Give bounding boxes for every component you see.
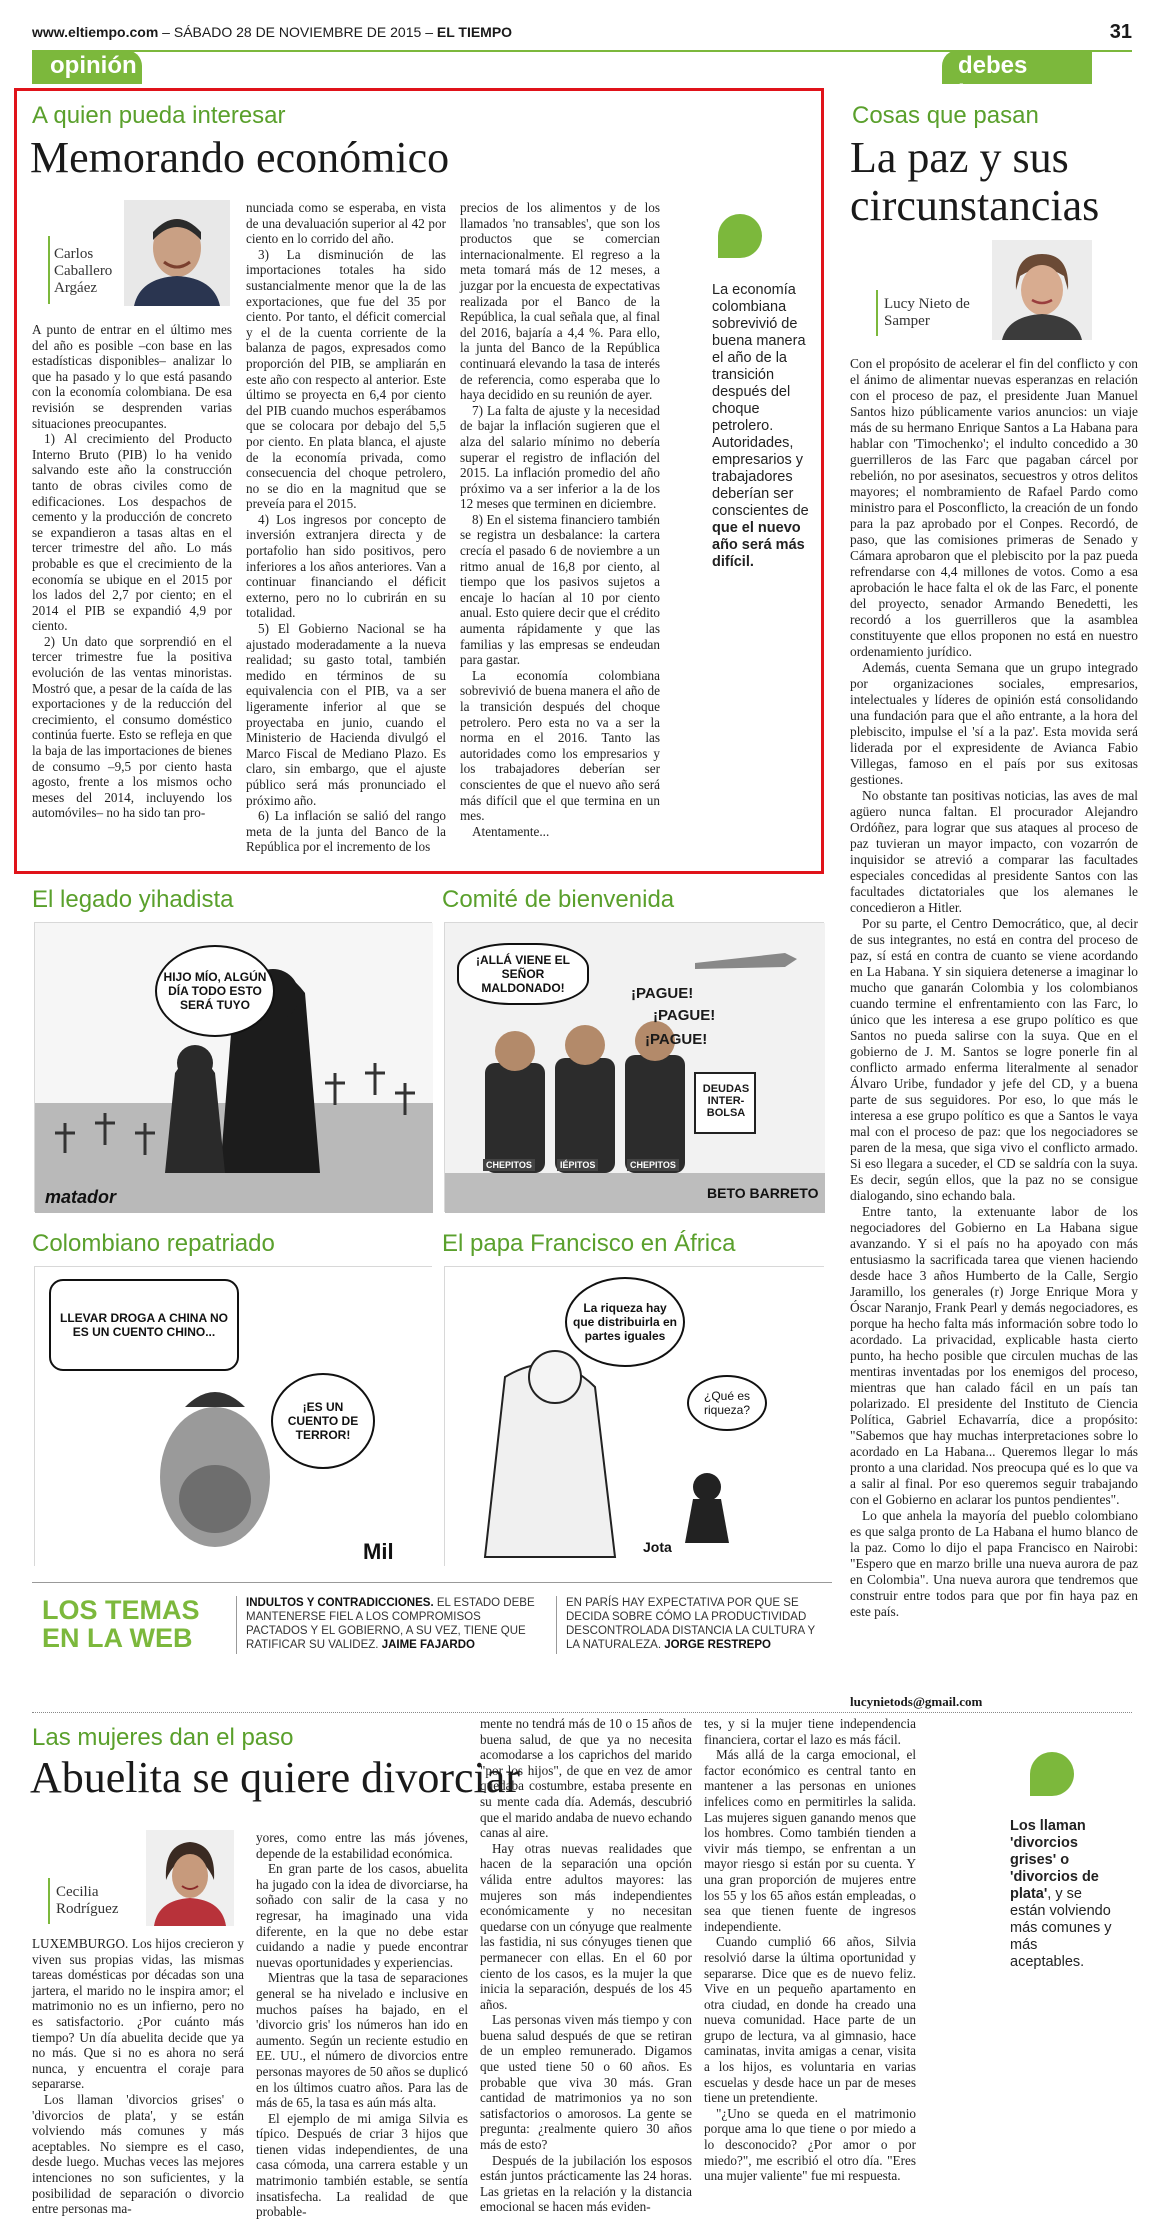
memorando-author: Carlos Caballero Argáez	[54, 246, 113, 296]
cartoon-speech-bubble: ¿Qué es riqueza?	[687, 1375, 767, 1431]
paz-author-email[interactable]: lucynietods@gmail.com	[850, 1694, 983, 1709]
cartoon-speech-bubble: ¡ES UN CUENTO DE TERROR!	[271, 1373, 375, 1469]
quote-mark-icon	[1030, 1752, 1074, 1796]
abuelita-column-4: tes, y si la mujer tiene independencia financiera, cortar el lazo es más fácil. Más allá de la carga emocional, el factor económico es central tanto en mantener a las personas en uniones infelices como en permitirles la salida. Las mujeres siguen ganando menos que los hombres. Como también tienden a vivir más tiempo, se enfrentan a un mayor riesgo si están por su cuenta. Y una gran proporción de mujeres entre los 55 y los 65 años están empleadas, o sea que tienen fuente de ingresos independiente. Cuando cumplió 66 años, Silvia resolvió darse la última oportunidad y separarse. Dice que es de nuevo feliz. Vive en un pequeño apartamento en otra ciudad, en donde ha creado una nueva comunidad. Hace parte de un grupo de lectura, va al gimnasio, hace caminatas, invita amigas a cenar, visita a los hijos, es voluntaria en varias escuelas y desde hace un par de meses tiene un pretendiente. "¿Uno se queda en el matrimonio porque ama lo que tiene o por miedo a lo desconocido? ¿Por amor o por miedo?", me escribió el otro día. "Eres una mujer valiente" fue mi respuesta.	[704, 1716, 916, 2184]
cartoon-box-label: CHEPITOS	[483, 1159, 535, 1171]
issue-date: SÁBADO 28 DE NOVIEMBRE DE 2015	[173, 24, 422, 40]
memorando-headline: Memorando económico	[30, 133, 450, 182]
cartoon-speech-bubble: La riqueza hay que distribuirla en partes iguales	[565, 1277, 685, 1367]
memorando-kicker: A quien pueda interesar	[32, 102, 286, 129]
masthead: www.eltiempo.com – SÁBADO 28 DE NOVIEMBRE DE 2015 – EL TIEMPO 31	[32, 21, 1132, 43]
byline-accent	[48, 236, 50, 304]
paz-headline: La paz y sus circunstancias	[850, 133, 1100, 230]
cartoon-speech-bubble: HIJO MÍO, ALGÚN DÍA TODO ESTO SERÁ TUYO	[155, 945, 275, 1037]
paz-author: Lucy Nieto de Samper	[884, 296, 970, 329]
page-number: 31	[1109, 21, 1132, 43]
abuelita-column-2: yores, como entre las más jóvenes, depende de la estabilidad económica. En gran parte de los casos, abuelita ha jugado con la idea de divorciarse, ha soñado con salir de la casa y no regresar, ha imaginado una vida diferente, en la que no debe estar cuidando a nadie y puede encontrar nuevas oportunidades y experiencias. Mientras que la tasa de separaciones general se ha nivelado e inclusive en muchos países ha bajado, en el 'divorcio gris' los números han ido en aumento. Según un reciente estudio en EE. UU., el número de divorcios entre personas mayores de 50 años se duplicó en los últimos cuatro años. Para las de más de 65, la tasa es aún más alta. El ejemplo de mi amiga Silvia es típico. Después de criar 3 hijos que tienen vidas independientes, de una casa cómoda, una carrera estable y un matrimonio también estable, se sentía insatisfecha. La realidad de que probable-	[256, 1830, 468, 2220]
cartoon-speech-bubble: LLEVAR DROGA A CHINA NO ES UN CUENTO CHINO...	[49, 1279, 239, 1371]
cartoonist-signature: Mil	[363, 1539, 394, 1564]
byline-accent	[48, 1878, 50, 1924]
memorando-column-1: A punto de entrar en el último mes del año es posible –con base en las estadísticas disponibles– analizar lo que ha pasado y lo que está pasando con la economía colombiana. De esa revisión se desprenden varias situaciones preocupantes. 1) Al crecimiento del Producto Interno Bruto (PIB) lo ha venido salvando este año la construcción tanto de obras civiles como de edificaciones. Los despachos de cemento y la producción de concreto se expandieron a tasas altas en el tercer trimestre del año. Lo más probable es que el crecimiento de la economía se ubique en el 2015 por los lados del 2,7 por ciento; en el 2014 el PIB se expandió 4,9 por ciento. 2) Un dato que sorprendió en el tercer trimestre fue la positiva evolución de las ventas minoristas. Mostró que, a pesar de la caída de las exportaciones y de la reducción del crecimiento, el consumo doméstico continúa fuerte. Esto se refleja en que la baja de las importaciones de bienes de consumo –9,5 por ciento hasta agosto, frente a los mismos ocho meses del 2014, incluyendo los automóviles– no ha sido tan pro-	[32, 322, 232, 821]
cartoon-legado-yihadista	[34, 922, 432, 1212]
section-separator	[32, 1712, 1132, 1713]
abuelita-kicker: Las mujeres dan el paso	[32, 1724, 294, 1751]
cartoon-box-label: IÉPITOS	[557, 1159, 598, 1171]
paz-column: Con el propósito de acelerar el fin del conflicto y con el ánimo de alimentar nuevas esperanzas en relación con el proceso de paz, el presidente Juan Manuel Santos hizo públicamente varios anuncios: un viaje más de su hermano Enrique Santos a La Habana para hablar con 'Timochenko'; el indulto concedido a 30 guerrilleros de las Farc que pagaban cárcel por rebelión, no por asesinatos, secuestros y otros delitos mayores; el nombramiento de Rafael Pardo como ministro para el Posconflicto, la creación de un fondo para la paz aprobado por el Conpes. Recordó, de paso, que las comisiones primeras de Senado y Cámara aprobaron que el plebiscito por la paz pueda refrendarse con 4,4 millones de votos. Como a esa aprobación le hace falta el ok de las Farc, el ponente del proyecto, senador Armando Benedetti, les recordó a los guerrilleros que la asamblea constituyente que ellos proponen no está en nuestro ordenamiento jurídico. Además, cuenta Semana que un grupo integrado por organizaciones sociales, empresarios, intelectuales y líderes de opinión está consolidando una fundación para que el año entrante, a la hora del plebiscito, impulse el 'sí a la paz'. Esta movida será liderada por el expresidente de Avianca Fabio Villegas, famoso en el país por sus exitosas gestiones. No obstante tan positivas noticias, las aves de mal agüero nunca faltan. El procurador Alejandro Ordóñez, para lograr que sus ataques al proceso de paz tuvieran un mayor impacto, con vozarrón de inquisidor se atrevió a comparar las facultades especiales concedidas al presidente Santos con las facultades dictatoriales que los alemanes le concedieron a Hitler. Por su parte, el Centro Democrático, que, al decir de sus integrantes, no está en contra del proceso de paz, sí está en contra de cuanto se viene acordando en La Habana. Y sin siquiera detenerse a imaginar lo mucho que ganarán Colombia y los colombianos cuando termine el enfrentamiento con las Farc, lo único que les interesa a ese grupo político es que Santos no pueda salirse con la suya. Que en el gobierno de J. M. Santos se logre ponerle fin al conflicto armado enferma literalmente al senador Álvaro Uribe, fundador y jefe del CD, y a buena parte de sus seguidores. Por eso, lo que más le interesa a ese grupo político es que a Santos le vaya mal con el proceso de paz: que los negociadores se paren de la mesa, que siga vivo el conflicto armado. Si eso llegara a suceder, el CD se saldría con la suya. Es decir, según ellos, que la paz no se consigue dialogando, sino echando bala. Entre tanto, la extenuante labor de los negociadores del Gobierno en La Habana sigue avanzando. Y si el país no ha apoyado con más entusiasmo la sacrificada tarea que vienen haciendo desde hace 3 años Humberto de la Calle, Sergio Jaramillo, los generales (r) Jorge Enrique Mora y Óscar Naranjo, Frank Pearl y demás negociadores, es porque ha hecho falta más información sobre todo lo acordado. La privacidad, explicable hasta cierto punto, ha hecho posible que circulen muchas de las mentiras inventadas por los enemigos del proceso, mientras que han calado fácil en un país tan polarizado. El presidente del Instituto de Ciencia Política, Gabriel Echavarría, dice a propósito: "Sabemos que hay muchas interpretaciones sobre lo acordado en La Habana... Queremos llegar lo más pronto a una claridad. Nos preocupa qué es lo que va a salir al final. Por eso queremos seguir trabajando con el Gobierno en aclarar los puntos pendientes". Lo que anhela la mayoría del pueblo colombiano es que salga pronto de La Habana el humo blanco de la paz. Como lo dijo el papa Francisco en Nairobi: "Espero que en marzo brille una nueva aurora de paz en Colombia". Una nueva aurora que tendremos que construir entre todos para que por fin haya paz en este país.	[850, 356, 1138, 1619]
memorando-column-2: nunciada como se esperaba, en vista de una devaluación superior al 42 por ciento en lo corrido del año. 3) La disminución de las importaciones totales ha sido sustancialmente menor que la de las exportaciones, que fue del 35 por ciento. Por tanto, el déficit comercial y el de la cuenta corriente de la balanza de pagos, expresados como proporción del PIB, se ampliarán en este año con respecto al anterior. Este último se proyecta en 6,4 por ciento del PIB cuando muchos esperábamos que se colocara por debajo del 5,5 por ciento. En plata blanca, el ajuste de la economía privada, como consecuencia del choque petrolero, no se dio en la magnitud que se preveía para el 2015. 4) Los ingresos por concepto de inversión extranjera directa y de portafolio han sido positivos, pero inferiores a los años anteriores. Van a continuar financiando el déficit externo, pero no lo cubrirán en su totalidad. 5) El Gobierno Nacional se ha ajustado moderadamente a la nueva realidad; su gasto total, también medido en términos de su equivalencia con el PIB, va a ser ligeramente inferior al que se proyectaba en junio, cuando el Ministerio de Hacienda divulgó el Marco Fiscal de Mediano Plazo. Es claro, sin embargo, que el ajuste público será más pronunciado el próximo año. 6) La inflación se salió del rango meta de la junta del Banco de la República por el incremento de los	[246, 200, 446, 855]
author-photo-caballero	[124, 200, 230, 306]
cartoon-box-label: CHEPITOS	[627, 1159, 679, 1171]
cartoon-title-legado: El legado yihadista	[32, 886, 234, 913]
quote-mark-icon	[718, 214, 762, 258]
memorando-column-3: precios de los alimentos y de los llamados 'no transables', que son los productos que se comercian internacionalmente. El regreso a la meta tomará más de 12 meses, a juzgar por la encuesta de expectativas realizada por el Banco de la República, la cual señala que, al final del 2016, bajaría a 4,4 %. Para ello, la junta del Banco de la República continuará elevando la tasa de interés de referencia, como esperaba que lo haya decidido en su reunión de ayer. 7) La falta de ajuste y la necesidad de bajar la inflación sugieren que el alza del salario mínimo no debería superar el registro de inflación del 2015. La inflación promedio del año próximo va a ser inferior a la de los 12 meses que terminen en diciembre. 8) En el sistema financiero también se registra un desbalance: la cartera crecía el pasado 6 de noviembre a un ritmo anual de 16,8 por ciento, al tiempo que los pasivos sujetos a encaje lo hacían al 10 por ciento anual. Esto quiere decir que el crédito aumenta rápidamente y que las familias y las empresas se endeudan para gastar. La economía colombiana sobrevivió de buena manera el año de la transición después del choque petrolero. Pero esta no va a ser la norma en el 2016. Tanto las autoridades como los empresarios y los trabajadores deberían ser conscientes de que el nuevo año será más difícil que el que termina en un mes. Atentamente...	[460, 200, 660, 839]
cartoonist-signature: Jota	[643, 1539, 672, 1555]
abuelita-pull-quote: Los llaman 'divorcios grises' o 'divorcios de plata', y se están volviendo más comunes y más aceptables.	[1010, 1818, 1112, 1970]
cartoon-speech-bubble: ¡ALLÁ VIENE EL SEÑOR MALDONADO!	[457, 943, 589, 1005]
web-top-rule	[32, 1582, 832, 1583]
site-url[interactable]: www.eltiempo.com	[32, 24, 159, 40]
memorando-pull-quote: La economía colombiana sobrevivió de buena manera el año de la transición después del choque petrolero. Autoridades, empresarios y trabajadores deberían ser conscientes de que el nuevo año será más difícil.	[712, 282, 809, 570]
web-divider	[556, 1596, 557, 1654]
author-photo-rodriguez	[146, 1830, 234, 1926]
cartoon-title-comite: Comité de bienvenida	[442, 886, 675, 913]
newspaper-name: EL TIEMPO	[436, 24, 513, 40]
cartoonist-signature: matador	[45, 1187, 117, 1207]
section-tab-debes-leer[interactable]: debes leer	[942, 50, 1092, 84]
paz-kicker: Cosas que pasan	[852, 102, 1039, 129]
web-item-indultos[interactable]: INDULTOS Y CONTRADICCIONES. EL ESTADO DEBE MANTENERSE FIEL A LOS COMPROMISOS PACTADOS Y EL GOBIERNO, A SU VEZ, TIENE QUE RATIFICAR SU VALIDEZ. JAIME FAJARDO	[246, 1597, 535, 1651]
abuelita-column-3: mente no tendrá más de 10 o 15 años de buena salud, de que ya no necesita acomodarse a los caprichos del marido "por los hijos", de que en vez de amor quedaba costumbre, estaba presente en su mente cada día. Además, descubrió que el marido andaba de nuevo echando canas al aire. Hay otras nuevas realidades que hacen de la separación una opción válida entre adultos mayores: las mujeres son más independientes económicamente y no necesitan quedarse con un cónyuge que realmente las fastidia, ni sus cónyuges tienen que permanecer con ellas. En el 60 por ciento de los casos, es la mujer la que inicia la separación, después de los 45 años. Las personas viven más tiempo y con buena salud después de que se retiran de un empleo remunerado. Digamos que usted tiene 50 o 60 años. Es probable que viva 30 más. Gran cantidad de matrimonios ya no son satisfactorios o amorosos. La gente se pregunta: ¿realmente quiero 30 años más de esto? Después de la jubilación los esposos están juntos prácticamente las 24 horas. Las grietas en la relación y la distancia emocional se hacen más eviden-	[480, 1716, 692, 2215]
cartoon-shout-3: ¡PAGUE!	[645, 1031, 708, 1048]
cartoon-title-repatriado: Colombiano repatriado	[32, 1230, 275, 1257]
cartoon-shout-1: ¡PAGUE!	[631, 985, 694, 1002]
cartoon-colombiano-repatriado	[34, 1266, 432, 1566]
cartoon-comite-bienvenida	[444, 922, 824, 1212]
byline-accent	[876, 290, 878, 336]
cartoonist-signature: BETO BARRETO	[707, 1185, 819, 1201]
cartoon-papa-africa	[444, 1266, 824, 1566]
abuelita-column-1: LUXEMBURGO. Los hijos crecieron y viven sus propias vidas, las mismas tareas domésticas por décadas son una jartera, el marido no le inspira amor; el matrimonio no es un infierno, pero no es satisfactorio. ¿Por cuánto más tiempo? Un día abuelita decide que ya no más. Que si no es ahora no será nunca, y encuentra el coraje para separarse. Los llaman 'divorcios grises' o 'divorcios de plata', y se están volviendo más comunes y más aceptables. No siempre es el caso, desde luego. Muchas veces las mejores intenciones no son suficientes, y la posibilidad de separación o divorcio entre personas ma-	[32, 1936, 244, 2217]
cartoon-shout-2: ¡PAGUE!	[653, 1007, 716, 1024]
web-item-paris[interactable]: EN PARÍS HAY EXPECTATIVA POR QUE SE DECIDA SOBRE CÓMO LA PRODUCTIVIDAD DESCONTROLADA DISTANCIA LA CULTURA Y LA NATURALEZA. JORGE RESTREPO	[566, 1597, 816, 1651]
section-tab-opinion[interactable]: opinión	[32, 50, 142, 84]
abuelita-author: Cecilia Rodríguez	[56, 1884, 119, 1917]
cartoon-title-papa: El papa Francisco en África	[442, 1230, 736, 1257]
web-section-title: LOS TEMAS EN LA WEB	[42, 1595, 200, 1653]
abuelita-headline: Abuelita se quiere divorciar	[30, 1753, 520, 1802]
web-divider	[236, 1596, 237, 1654]
cartoon-sign: DEUDAS INTER-BOLSA	[702, 1083, 750, 1119]
author-photo-nieto	[992, 240, 1092, 340]
